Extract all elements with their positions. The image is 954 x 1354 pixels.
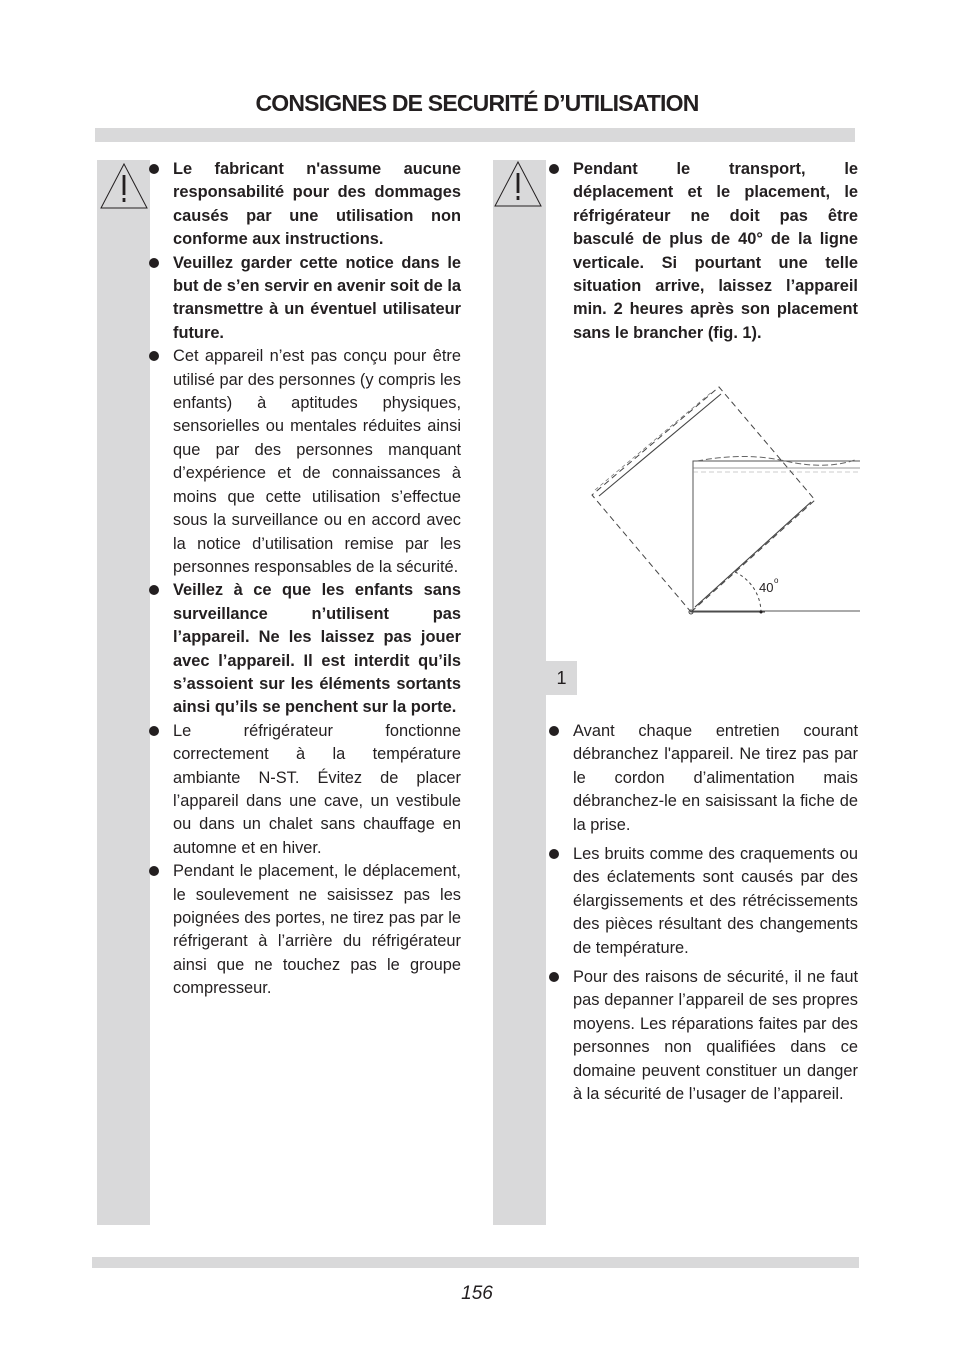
list-item: Le réfrigérateur fonctionne correctement à la température ambiante N-ST. Évitez de placer l’appareil dans une cave, un vestibule ou dans un chalet sans chauffage en automne et en hiver. xyxy=(149,720,461,860)
list-item: Veillez à ce que les enfants sans surveillance n’utilisent pas l’appareil. Ne les laissez pas jouer avec l’appareil. Il est interdit qu’ils s’assoient sur les éléments sortants ainsi qu’ils se penchent sur la porte. xyxy=(149,579,461,719)
right-top-list xyxy=(549,158,858,345)
tilt-angle-figure xyxy=(585,380,860,620)
page-title: CONSIGNES DE SECURITÉ D’UTILISATION xyxy=(255,90,699,116)
figure-number: 1 xyxy=(546,661,577,695)
bottom-divider xyxy=(92,1257,859,1268)
page-number: 156 xyxy=(461,1283,493,1304)
list-item: Avant chaque entretien courant débranchez l'appareil. Ne tirez pas par le cordon d’alimentation mais débranchez-le en saisissant la fiche de la prise. xyxy=(549,720,858,837)
top-divider xyxy=(95,128,855,142)
angle-label: 40 xyxy=(759,580,774,595)
list-item: Pour des raisons de sécurité, il ne faut pas depanner l’appareil de ses propres moyens. Les réparations faites par des personnes non qualifiées dans ce domaine peuvent constituer un danger à la sécurité de l’usager de l’appareil. xyxy=(549,966,858,1106)
list-item: Pendant le placement, le déplacement, le soulevement ne saisissez pas les poignées des portes, ne tirez pas par le réfrigerant à l’arrière du réfrigérateur ainsi que ne touchez pas le groupe compresseur. xyxy=(149,860,461,1000)
left-column-list xyxy=(149,158,461,1001)
list-item: Le fabricant n'assume aucune responsabilité pour des dommages causés par une utilisation non conforme aux instructions. xyxy=(149,158,461,252)
list-item: Pendant le transport, le déplacement et le placement, le réfrigérateur ne doit pas être basculé de plus de 40° de la ligne verticale. Si pourtant une telle situation arrive, laissez l’appareil min. 2 heures après son placement sans le brancher (fig. 1). xyxy=(549,158,858,345)
right-bottom-list xyxy=(549,720,858,1107)
left-warning-bar xyxy=(97,160,150,1225)
right-warning-bar xyxy=(493,160,546,1225)
list-item: Veuillez garder cette notice dans le but de s’en servir en avenir soit de la transmettre à un éventuel utilisateur future. xyxy=(149,252,461,346)
warning-triangle-icon xyxy=(99,162,149,210)
degree-mark: o xyxy=(774,576,779,585)
list-item: Cet appareil n’est pas conçu pour être utilisé par des personnes (y compris les enfants) à aptitudes physiques, sensorielles ou mentales réduites ainsi que par des personnes manquant d’expérience et de connaissances à moins que cette utilisation s’effectue sous la surveillance ou en accord avec la notice d’utilisation remise par les personnes responsables de la sécurité. xyxy=(149,345,461,579)
list-item: Les bruits comme des craquements ou des éclatements sont causés par des élargissements et des rétrécissements des pièces résultant des changements de température. xyxy=(549,843,858,960)
warning-triangle-icon xyxy=(493,160,543,208)
